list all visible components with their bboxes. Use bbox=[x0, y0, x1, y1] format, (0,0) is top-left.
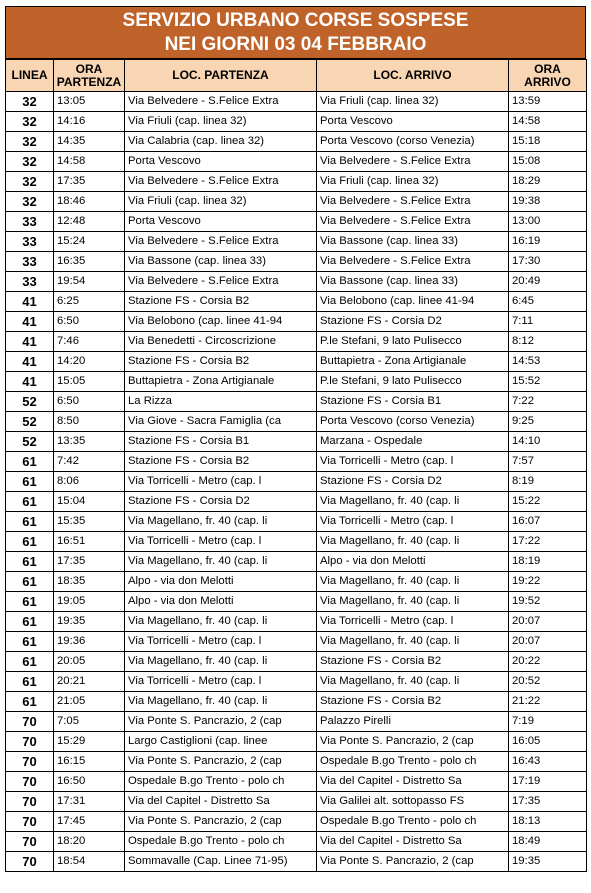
cell-loc-partenza: Via Magellano, fr. 40 (cap. li bbox=[125, 512, 317, 532]
table-row bbox=[6, 272, 587, 292]
cell-linea: 41 bbox=[6, 292, 54, 312]
cell-ora-partenza: 15:29 bbox=[54, 732, 125, 752]
cell-loc-partenza: Via Torricelli - Metro (cap. l bbox=[125, 472, 317, 492]
cell-loc-arrivo: Marzana - Ospedale bbox=[317, 432, 509, 452]
cell-ora-arrivo: 15:18 bbox=[509, 132, 587, 152]
cell-ora-arrivo: 6:45 bbox=[509, 292, 587, 312]
cell-linea: 61 bbox=[6, 592, 54, 612]
cell-ora-partenza: 17:35 bbox=[54, 172, 125, 192]
cell-ora-arrivo: 15:08 bbox=[509, 152, 587, 172]
cell-ora-arrivo: 19:52 bbox=[509, 592, 587, 612]
header-ora-partenza-line2: PARTENZA bbox=[56, 74, 122, 89]
cell-linea: 61 bbox=[6, 692, 54, 712]
cell-loc-arrivo: Via Magellano, fr. 40 (cap. li bbox=[317, 572, 509, 592]
cell-linea: 33 bbox=[6, 232, 54, 252]
cell-loc-arrivo: Ospedale B.go Trento - polo ch bbox=[317, 752, 509, 772]
table-row bbox=[6, 692, 587, 712]
cell-ora-partenza: 15:04 bbox=[54, 492, 125, 512]
table-row bbox=[6, 472, 587, 492]
page-title bbox=[5, 6, 586, 59]
table-row bbox=[6, 152, 587, 172]
table-row bbox=[6, 112, 587, 132]
cell-loc-arrivo: Via del Capitel - Distretto Sa bbox=[317, 772, 509, 792]
table-row bbox=[6, 712, 587, 732]
cell-loc-arrivo: Via Magellano, fr. 40 (cap. li bbox=[317, 672, 509, 692]
cell-ora-arrivo: 20:22 bbox=[509, 652, 587, 672]
table-row bbox=[6, 652, 587, 672]
cell-loc-partenza: Via Benedetti - Circoscrizione bbox=[125, 332, 317, 352]
cell-loc-partenza: Via Belvedere - S.Felice Extra bbox=[125, 232, 317, 252]
cell-loc-arrivo: Via Belvedere - S.Felice Extra bbox=[317, 192, 509, 212]
cell-ora-arrivo: 15:22 bbox=[509, 492, 587, 512]
table-row bbox=[6, 752, 587, 772]
cell-linea: 61 bbox=[6, 572, 54, 592]
cell-ora-partenza: 19:35 bbox=[54, 612, 125, 632]
cell-ora-arrivo: 19:35 bbox=[509, 852, 587, 872]
cell-ora-arrivo: 13:00 bbox=[509, 212, 587, 232]
cell-loc-arrivo: Palazzo Pirelli bbox=[317, 712, 509, 732]
cell-linea: 61 bbox=[6, 612, 54, 632]
cell-loc-arrivo: Via Ponte S. Pancrazio, 2 (cap bbox=[317, 852, 509, 872]
cell-ora-partenza: 18:54 bbox=[54, 852, 125, 872]
cell-loc-arrivo: Via Magellano, fr. 40 (cap. li bbox=[317, 592, 509, 612]
cell-ora-partenza: 16:50 bbox=[54, 772, 125, 792]
cell-loc-partenza: Via Ponte S. Pancrazio, 2 (cap bbox=[125, 812, 317, 832]
table-header-row bbox=[6, 60, 587, 92]
table-row bbox=[6, 832, 587, 852]
table-row bbox=[6, 572, 587, 592]
cell-ora-partenza: 6:50 bbox=[54, 312, 125, 332]
cell-ora-arrivo: 14:10 bbox=[509, 432, 587, 452]
cell-loc-partenza: Via Giove - Sacra Famiglia (ca bbox=[125, 412, 317, 432]
cell-loc-partenza: Ospedale B.go Trento - polo ch bbox=[125, 772, 317, 792]
cell-ora-partenza: 15:35 bbox=[54, 512, 125, 532]
cell-loc-arrivo: P.le Stefani, 9 lato Pulisecco bbox=[317, 372, 509, 392]
cell-linea: 32 bbox=[6, 172, 54, 192]
cell-loc-arrivo: Via Magellano, fr. 40 (cap. li bbox=[317, 532, 509, 552]
cell-linea: 41 bbox=[6, 352, 54, 372]
cell-loc-partenza: Via Belobono (cap. linee 41-94 bbox=[125, 312, 317, 332]
cell-loc-partenza: Via Belvedere - S.Felice Extra bbox=[125, 172, 317, 192]
cell-loc-arrivo: Via Friuli (cap. linea 32) bbox=[317, 92, 509, 112]
table-row bbox=[6, 92, 587, 112]
cell-ora-partenza: 15:24 bbox=[54, 232, 125, 252]
cell-loc-arrivo: Stazione FS - Corsia D2 bbox=[317, 312, 509, 332]
cell-ora-arrivo: 14:53 bbox=[509, 352, 587, 372]
cell-linea: 52 bbox=[6, 412, 54, 432]
cell-ora-partenza: 17:35 bbox=[54, 552, 125, 572]
cell-linea: 32 bbox=[6, 192, 54, 212]
cell-ora-partenza: 16:35 bbox=[54, 252, 125, 272]
cell-loc-arrivo: Via Belvedere - S.Felice Extra bbox=[317, 152, 509, 172]
cell-ora-arrivo: 8:12 bbox=[509, 332, 587, 352]
cell-linea: 61 bbox=[6, 652, 54, 672]
table-row bbox=[6, 232, 587, 252]
table-row bbox=[6, 612, 587, 632]
cell-ora-arrivo: 19:38 bbox=[509, 192, 587, 212]
cell-loc-partenza: Stazione FS - Corsia B2 bbox=[125, 292, 317, 312]
cell-ora-arrivo: 7:22 bbox=[509, 392, 587, 412]
cell-loc-arrivo: Porta Vescovo (corso Venezia) bbox=[317, 412, 509, 432]
cell-loc-partenza: Via Magellano, fr. 40 (cap. li bbox=[125, 652, 317, 672]
cell-loc-arrivo: Via Belvedere - S.Felice Extra bbox=[317, 252, 509, 272]
cell-linea: 41 bbox=[6, 332, 54, 352]
table-row bbox=[6, 852, 587, 872]
cell-ora-arrivo: 20:52 bbox=[509, 672, 587, 692]
cell-ora-arrivo: 15:52 bbox=[509, 372, 587, 392]
header-loc-arrivo: LOC. ARRIVO bbox=[317, 60, 509, 92]
cell-linea: 70 bbox=[6, 792, 54, 812]
table-row bbox=[6, 532, 587, 552]
cell-linea: 33 bbox=[6, 252, 54, 272]
cell-ora-partenza: 7:42 bbox=[54, 452, 125, 472]
header-ora-arrivo bbox=[509, 60, 587, 92]
cell-ora-arrivo: 16:19 bbox=[509, 232, 587, 252]
table-row bbox=[6, 192, 587, 212]
cell-ora-partenza: 17:31 bbox=[54, 792, 125, 812]
cell-linea: 41 bbox=[6, 372, 54, 392]
cell-loc-arrivo: Via Bassone (cap. linea 33) bbox=[317, 272, 509, 292]
cell-ora-arrivo: 7:19 bbox=[509, 712, 587, 732]
table-row bbox=[6, 812, 587, 832]
cell-ora-arrivo: 21:22 bbox=[509, 692, 587, 712]
table-row bbox=[6, 492, 587, 512]
cell-loc-partenza: Stazione FS - Corsia B2 bbox=[125, 352, 317, 372]
cell-loc-partenza: Via del Capitel - Distretto Sa bbox=[125, 792, 317, 812]
cell-ora-arrivo: 14:58 bbox=[509, 112, 587, 132]
cell-linea: 70 bbox=[6, 752, 54, 772]
cell-linea: 61 bbox=[6, 552, 54, 572]
cell-ora-arrivo: 17:30 bbox=[509, 252, 587, 272]
cell-ora-partenza: 16:51 bbox=[54, 532, 125, 552]
cell-linea: 70 bbox=[6, 832, 54, 852]
cell-linea: 61 bbox=[6, 452, 54, 472]
cell-ora-arrivo: 17:35 bbox=[509, 792, 587, 812]
cell-loc-partenza: Alpo - via don Melotti bbox=[125, 592, 317, 612]
cell-ora-partenza: 13:05 bbox=[54, 92, 125, 112]
cell-loc-arrivo: Via Magellano, fr. 40 (cap. li bbox=[317, 492, 509, 512]
cell-loc-partenza: Via Torricelli - Metro (cap. l bbox=[125, 532, 317, 552]
suspended-runs-table bbox=[5, 59, 587, 872]
header-ora-arrivo-line2: ARRIVO bbox=[524, 74, 571, 89]
cell-loc-partenza: Porta Vescovo bbox=[125, 152, 317, 172]
header-ora-partenza bbox=[54, 60, 125, 92]
cell-linea: 33 bbox=[6, 272, 54, 292]
cell-loc-partenza: Via Magellano, fr. 40 (cap. li bbox=[125, 612, 317, 632]
cell-ora-partenza: 7:46 bbox=[54, 332, 125, 352]
table-row bbox=[6, 372, 587, 392]
cell-loc-partenza: Stazione FS - Corsia B2 bbox=[125, 452, 317, 472]
cell-ora-arrivo: 9:25 bbox=[509, 412, 587, 432]
cell-ora-partenza: 21:05 bbox=[54, 692, 125, 712]
table-row bbox=[6, 292, 587, 312]
cell-ora-partenza: 8:50 bbox=[54, 412, 125, 432]
cell-ora-partenza: 14:16 bbox=[54, 112, 125, 132]
cell-ora-arrivo: 19:22 bbox=[509, 572, 587, 592]
cell-loc-arrivo: Via Torricelli - Metro (cap. l bbox=[317, 612, 509, 632]
cell-linea: 32 bbox=[6, 152, 54, 172]
cell-loc-partenza: Alpo - via don Melotti bbox=[125, 572, 317, 592]
cell-ora-partenza: 19:54 bbox=[54, 272, 125, 292]
cell-linea: 61 bbox=[6, 492, 54, 512]
cell-loc-partenza: Stazione FS - Corsia D2 bbox=[125, 492, 317, 512]
cell-ora-partenza: 15:05 bbox=[54, 372, 125, 392]
cell-loc-partenza: Buttapietra - Zona Artigianale bbox=[125, 372, 317, 392]
cell-linea: 61 bbox=[6, 532, 54, 552]
cell-ora-arrivo: 18:49 bbox=[509, 832, 587, 852]
header-loc-partenza: LOC. PARTENZA bbox=[125, 60, 317, 92]
cell-ora-arrivo: 13:59 bbox=[509, 92, 587, 112]
table-row bbox=[6, 212, 587, 232]
table-row bbox=[6, 552, 587, 572]
cell-ora-partenza: 14:35 bbox=[54, 132, 125, 152]
cell-linea: 52 bbox=[6, 432, 54, 452]
table-row bbox=[6, 632, 587, 652]
cell-linea: 70 bbox=[6, 772, 54, 792]
table-row bbox=[6, 512, 587, 532]
cell-loc-arrivo: Via Belobono (cap. linee 41-94 bbox=[317, 292, 509, 312]
cell-loc-partenza: Via Torricelli - Metro (cap. l bbox=[125, 632, 317, 652]
cell-ora-partenza: 8:06 bbox=[54, 472, 125, 492]
timetable-sheet bbox=[5, 6, 586, 872]
cell-linea: 70 bbox=[6, 852, 54, 872]
cell-ora-partenza: 18:35 bbox=[54, 572, 125, 592]
cell-ora-partenza: 19:36 bbox=[54, 632, 125, 652]
cell-linea: 70 bbox=[6, 712, 54, 732]
cell-loc-arrivo: Stazione FS - Corsia B1 bbox=[317, 392, 509, 412]
cell-loc-arrivo: Via Bassone (cap. linea 33) bbox=[317, 232, 509, 252]
cell-ora-partenza: 7:05 bbox=[54, 712, 125, 732]
cell-loc-partenza: Largo Castiglioni (cap. linee bbox=[125, 732, 317, 752]
cell-ora-partenza: 20:21 bbox=[54, 672, 125, 692]
cell-loc-arrivo: Ospedale B.go Trento - polo ch bbox=[317, 812, 509, 832]
table-row bbox=[6, 452, 587, 472]
table-row bbox=[6, 792, 587, 812]
cell-loc-partenza: Via Calabria (cap. linea 32) bbox=[125, 132, 317, 152]
table-row bbox=[6, 412, 587, 432]
title-line-2: NEI GIORNI 03 04 FEBBRAIO bbox=[164, 34, 427, 55]
cell-ora-arrivo: 8:19 bbox=[509, 472, 587, 492]
cell-loc-arrivo: Via Torricelli - Metro (cap. l bbox=[317, 512, 509, 532]
cell-loc-partenza: La Rizza bbox=[125, 392, 317, 412]
cell-loc-arrivo: Porta Vescovo bbox=[317, 112, 509, 132]
table-row bbox=[6, 252, 587, 272]
cell-ora-arrivo: 17:22 bbox=[509, 532, 587, 552]
cell-ora-partenza: 12:48 bbox=[54, 212, 125, 232]
table-row bbox=[6, 392, 587, 412]
cell-linea: 70 bbox=[6, 732, 54, 752]
cell-loc-partenza: Ospedale B.go Trento - polo ch bbox=[125, 832, 317, 852]
cell-loc-arrivo: Via Galilei alt. sottopasso FS bbox=[317, 792, 509, 812]
cell-ora-arrivo: 7:57 bbox=[509, 452, 587, 472]
cell-ora-partenza: 6:50 bbox=[54, 392, 125, 412]
cell-loc-arrivo: Stazione FS - Corsia D2 bbox=[317, 472, 509, 492]
table-body bbox=[6, 92, 587, 872]
cell-loc-partenza: Via Magellano, fr. 40 (cap. li bbox=[125, 692, 317, 712]
table-row bbox=[6, 732, 587, 752]
cell-loc-partenza: Via Torricelli - Metro (cap. l bbox=[125, 672, 317, 692]
cell-ora-arrivo: 16:05 bbox=[509, 732, 587, 752]
cell-loc-arrivo: Via del Capitel - Distretto Sa bbox=[317, 832, 509, 852]
cell-ora-arrivo: 20:07 bbox=[509, 632, 587, 652]
table-row bbox=[6, 352, 587, 372]
table-row bbox=[6, 592, 587, 612]
cell-ora-partenza: 16:15 bbox=[54, 752, 125, 772]
cell-linea: 41 bbox=[6, 312, 54, 332]
header-ora-arrivo-line1: ORA bbox=[534, 61, 561, 76]
table-row bbox=[6, 672, 587, 692]
cell-loc-arrivo: Via Friuli (cap. linea 32) bbox=[317, 172, 509, 192]
table-row bbox=[6, 132, 587, 152]
cell-loc-arrivo: P.le Stefani, 9 lato Pulisecco bbox=[317, 332, 509, 352]
cell-loc-partenza: Via Ponte S. Pancrazio, 2 (cap bbox=[125, 712, 317, 732]
cell-linea: 32 bbox=[6, 92, 54, 112]
cell-loc-partenza: Via Belvedere - S.Felice Extra bbox=[125, 92, 317, 112]
cell-ora-arrivo: 16:43 bbox=[509, 752, 587, 772]
cell-loc-arrivo: Via Magellano, fr. 40 (cap. li bbox=[317, 632, 509, 652]
cell-ora-partenza: 18:46 bbox=[54, 192, 125, 212]
cell-ora-arrivo: 18:19 bbox=[509, 552, 587, 572]
cell-ora-partenza: 14:58 bbox=[54, 152, 125, 172]
cell-loc-partenza: Via Belvedere - S.Felice Extra bbox=[125, 272, 317, 292]
cell-ora-arrivo: 18:13 bbox=[509, 812, 587, 832]
cell-ora-partenza: 19:05 bbox=[54, 592, 125, 612]
cell-ora-partenza: 20:05 bbox=[54, 652, 125, 672]
cell-ora-arrivo: 18:29 bbox=[509, 172, 587, 192]
cell-ora-arrivo: 16:07 bbox=[509, 512, 587, 532]
cell-linea: 32 bbox=[6, 132, 54, 152]
cell-loc-arrivo: Via Torricelli - Metro (cap. l bbox=[317, 452, 509, 472]
cell-linea: 61 bbox=[6, 472, 54, 492]
cell-ora-partenza: 6:25 bbox=[54, 292, 125, 312]
cell-linea: 61 bbox=[6, 632, 54, 652]
table-row bbox=[6, 312, 587, 332]
table-row bbox=[6, 332, 587, 352]
cell-ora-partenza: 14:20 bbox=[54, 352, 125, 372]
cell-ora-arrivo: 17:19 bbox=[509, 772, 587, 792]
cell-loc-arrivo: Alpo - via don Melotti bbox=[317, 552, 509, 572]
title-line-1: SERVIZIO URBANO CORSE SOSPESE bbox=[122, 10, 469, 31]
table-row bbox=[6, 172, 587, 192]
cell-ora-arrivo: 7:11 bbox=[509, 312, 587, 332]
cell-loc-partenza: Porta Vescovo bbox=[125, 212, 317, 232]
cell-ora-partenza: 18:20 bbox=[54, 832, 125, 852]
cell-ora-partenza: 13:35 bbox=[54, 432, 125, 452]
cell-loc-partenza: Sommavalle (Cap. Linee 71-95) bbox=[125, 852, 317, 872]
cell-ora-arrivo: 20:49 bbox=[509, 272, 587, 292]
cell-linea: 52 bbox=[6, 392, 54, 412]
cell-linea: 61 bbox=[6, 512, 54, 532]
header-linea: LINEA bbox=[6, 60, 54, 92]
table-row bbox=[6, 772, 587, 792]
cell-linea: 32 bbox=[6, 112, 54, 132]
cell-loc-partenza: Via Ponte S. Pancrazio, 2 (cap bbox=[125, 752, 317, 772]
cell-ora-arrivo: 20:07 bbox=[509, 612, 587, 632]
cell-loc-arrivo: Buttapietra - Zona Artigianale bbox=[317, 352, 509, 372]
cell-ora-partenza: 17:45 bbox=[54, 812, 125, 832]
header-ora-partenza-line1: ORA bbox=[75, 61, 103, 76]
cell-loc-partenza: Via Friuli (cap. linea 32) bbox=[125, 112, 317, 132]
cell-loc-arrivo: Stazione FS - Corsia B2 bbox=[317, 692, 509, 712]
cell-loc-partenza: Via Bassone (cap. linea 33) bbox=[125, 252, 317, 272]
cell-loc-partenza: Stazione FS - Corsia B1 bbox=[125, 432, 317, 452]
cell-linea: 70 bbox=[6, 812, 54, 832]
cell-loc-arrivo: Via Ponte S. Pancrazio, 2 (cap bbox=[317, 732, 509, 752]
cell-linea: 61 bbox=[6, 672, 54, 692]
cell-loc-arrivo: Via Belvedere - S.Felice Extra bbox=[317, 212, 509, 232]
cell-loc-partenza: Via Magellano, fr. 40 (cap. li bbox=[125, 552, 317, 572]
cell-loc-arrivo: Porta Vescovo (corso Venezia) bbox=[317, 132, 509, 152]
cell-linea: 33 bbox=[6, 212, 54, 232]
cell-loc-arrivo: Stazione FS - Corsia B2 bbox=[317, 652, 509, 672]
cell-loc-partenza: Via Friuli (cap. linea 32) bbox=[125, 192, 317, 212]
table-row bbox=[6, 432, 587, 452]
